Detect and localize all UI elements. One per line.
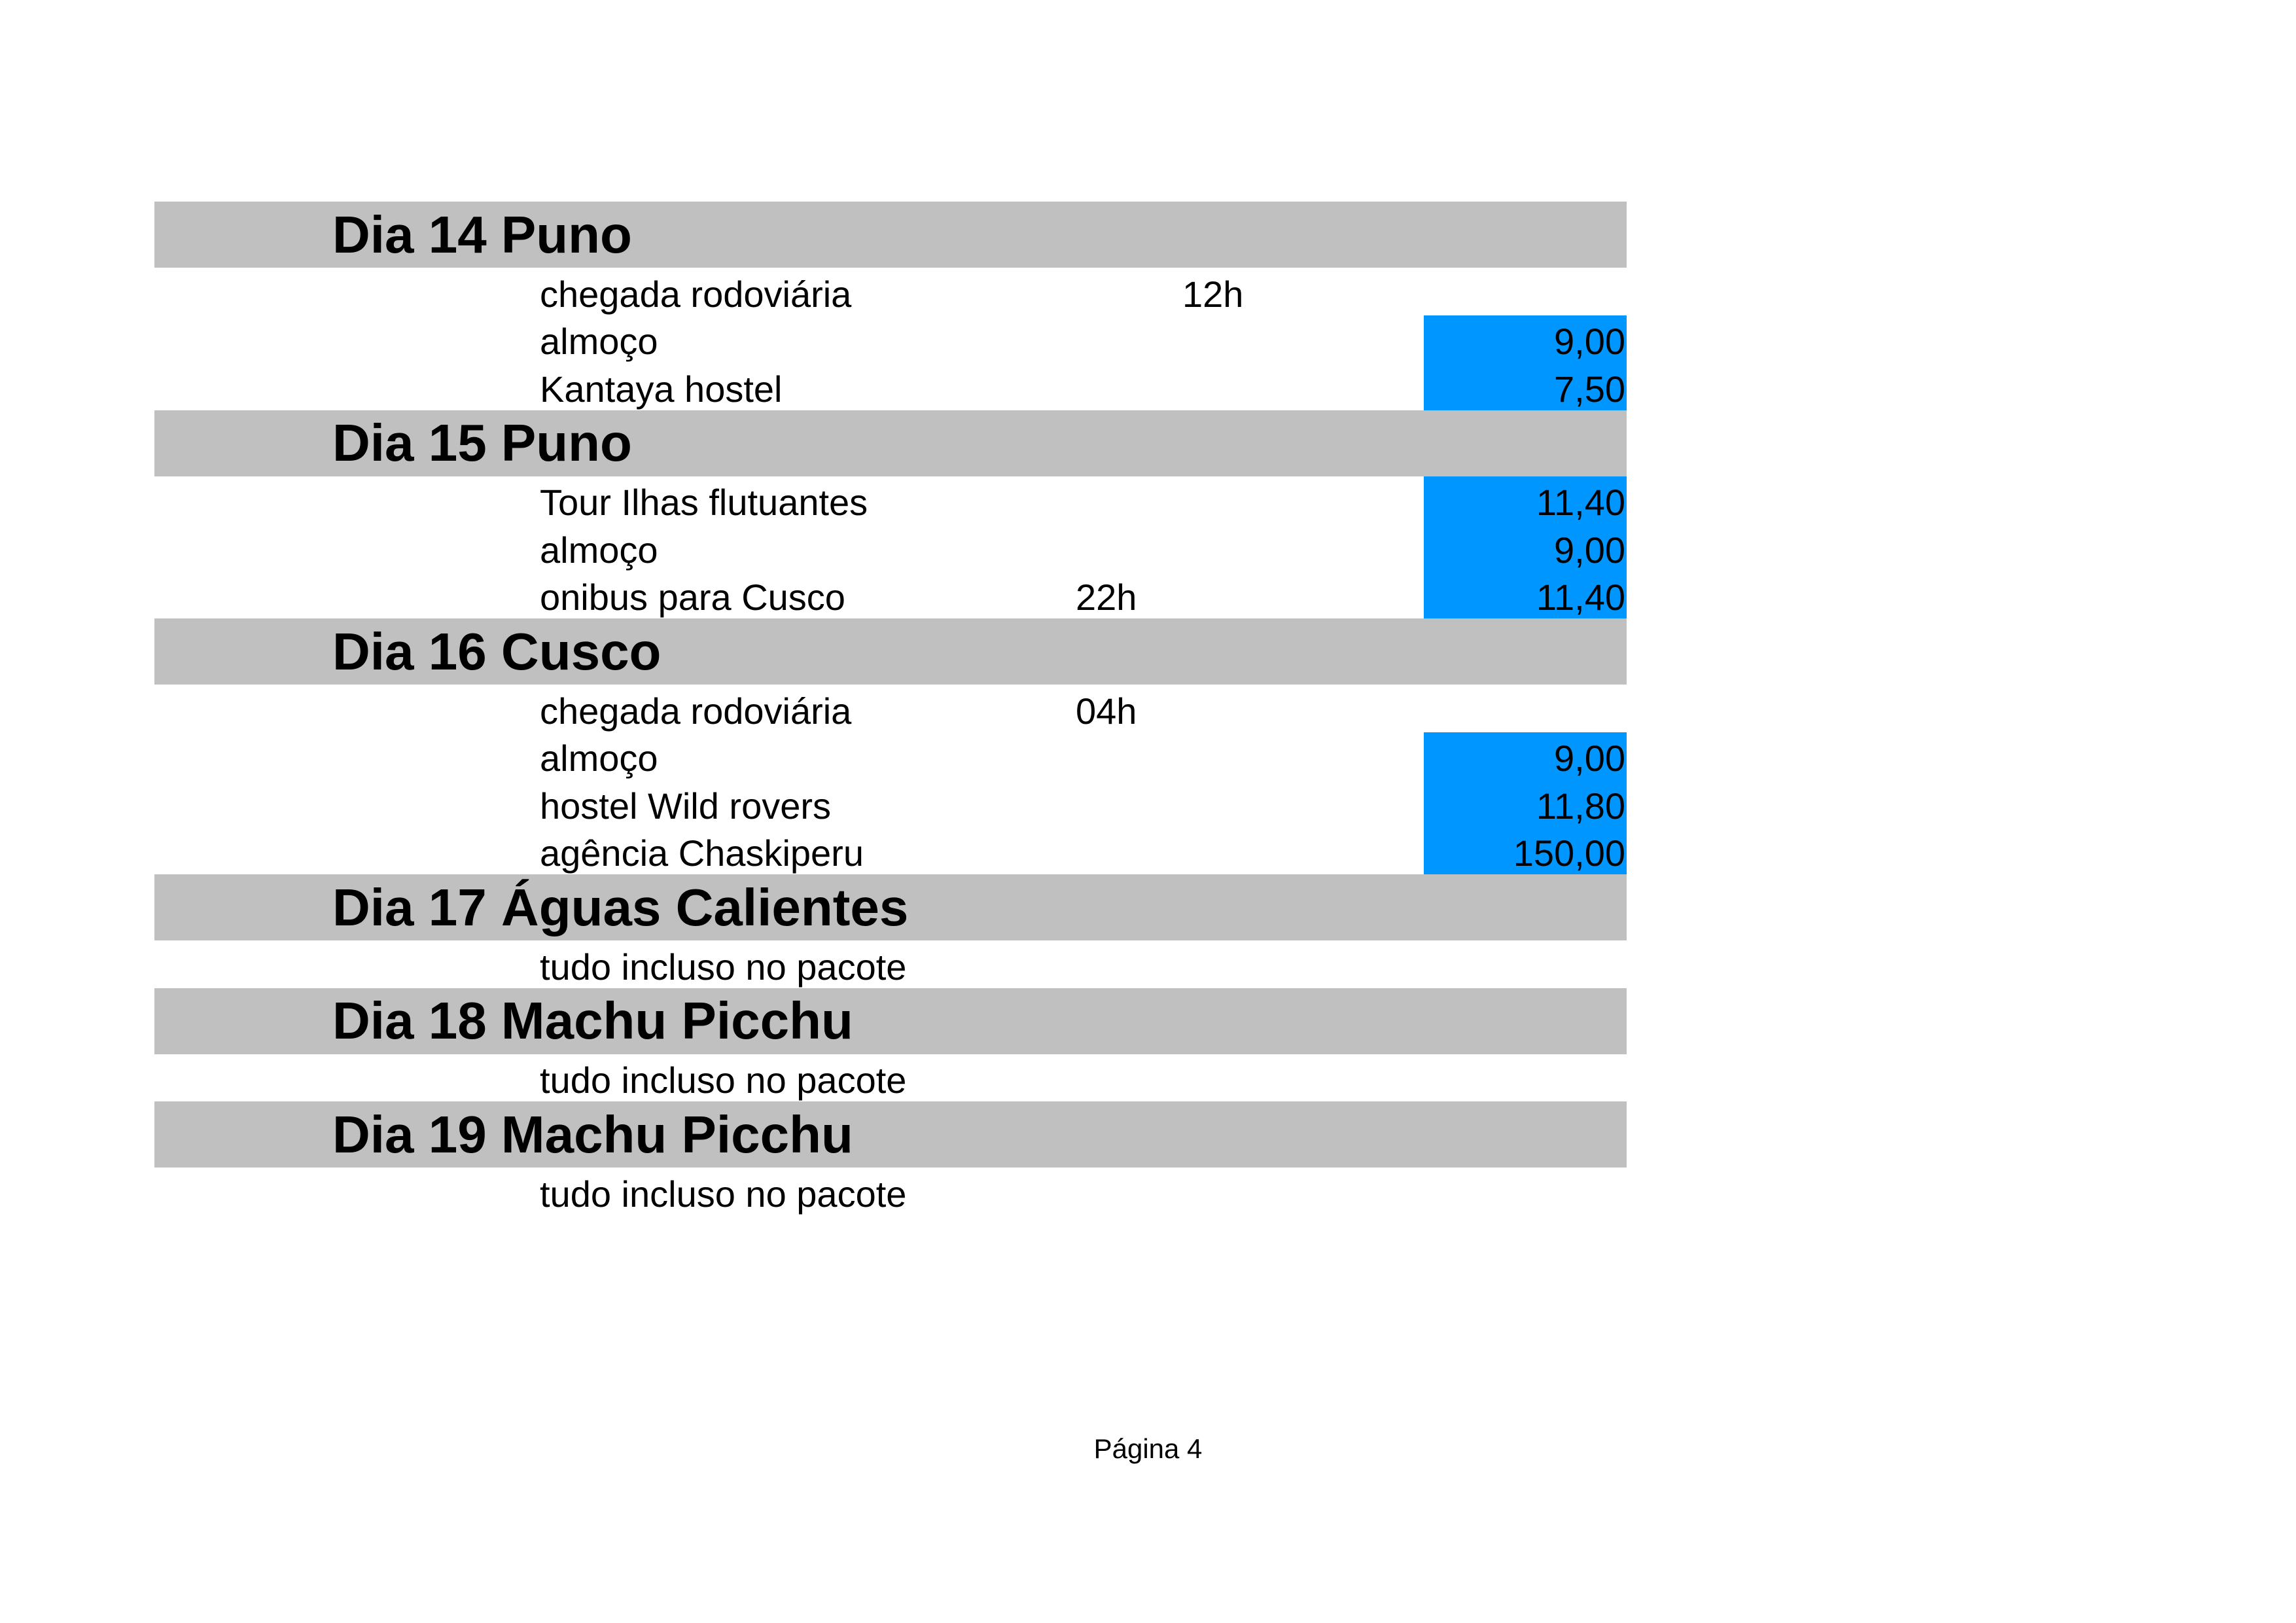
item-row [154,363,1627,410]
item-label: Tour Ilhas flutuantes [540,482,868,523]
spreadsheet-page [154,202,1627,1215]
item-row [154,476,1627,524]
item-label: agência Chaskiperu [540,832,864,874]
day-title: Dia 19 Machu Picchu [332,1105,853,1164]
day-title: Dia 18 Machu Picchu [332,991,853,1050]
day-title: Dia 17 Águas Calientes [332,878,909,936]
item-row [154,732,1627,780]
item-label: tudo incluso no pacote [540,946,907,988]
day-title: Dia 14 Puno [332,205,632,264]
day-title: Dia 15 Puno [332,414,632,472]
item-label: tudo incluso no pacote [540,1060,907,1101]
item-row [154,685,1627,732]
item-row [154,268,1627,315]
day-title: Dia 16 Cusco [332,622,662,681]
item-row [154,1054,1627,1102]
item-time: 12h [1182,273,1244,315]
item-label: almoço [540,738,658,779]
item-label: almoço [540,321,658,362]
item-time: 22h [1076,577,1137,618]
item-time: 04h [1076,690,1137,732]
day-header [154,410,1627,476]
item-price: 11,40 [1424,571,1627,619]
day-header [154,202,1627,268]
item-price: 9,00 [1424,524,1627,571]
item-price: 7,50 [1424,363,1627,410]
item-price: 11,80 [1424,779,1627,827]
item-price: 9,00 [1424,732,1627,780]
item-label: chegada rodoviária [540,690,852,732]
item-label: almoço [540,529,658,571]
day-header [154,1101,1627,1168]
item-label: Kantaya hostel [540,368,783,410]
item-price: 11,40 [1424,476,1627,524]
item-row [154,571,1627,619]
page-footer: Página 4 [1093,1433,1203,1464]
item-row [154,779,1627,827]
item-row [154,524,1627,571]
item-label: hostel Wild rovers [540,785,832,827]
day-header [154,618,1627,685]
item-price: 150,00 [1424,827,1627,875]
item-row [154,940,1627,988]
day-header [154,874,1627,940]
item-label: onibus para Cusco [540,577,845,618]
item-price: 9,00 [1424,315,1627,363]
item-row [154,1168,1627,1215]
item-row [154,315,1627,363]
item-label: chegada rodoviária [540,273,852,315]
item-row [154,827,1627,875]
item-label: tudo incluso no pacote [540,1173,907,1215]
day-header [154,988,1627,1054]
